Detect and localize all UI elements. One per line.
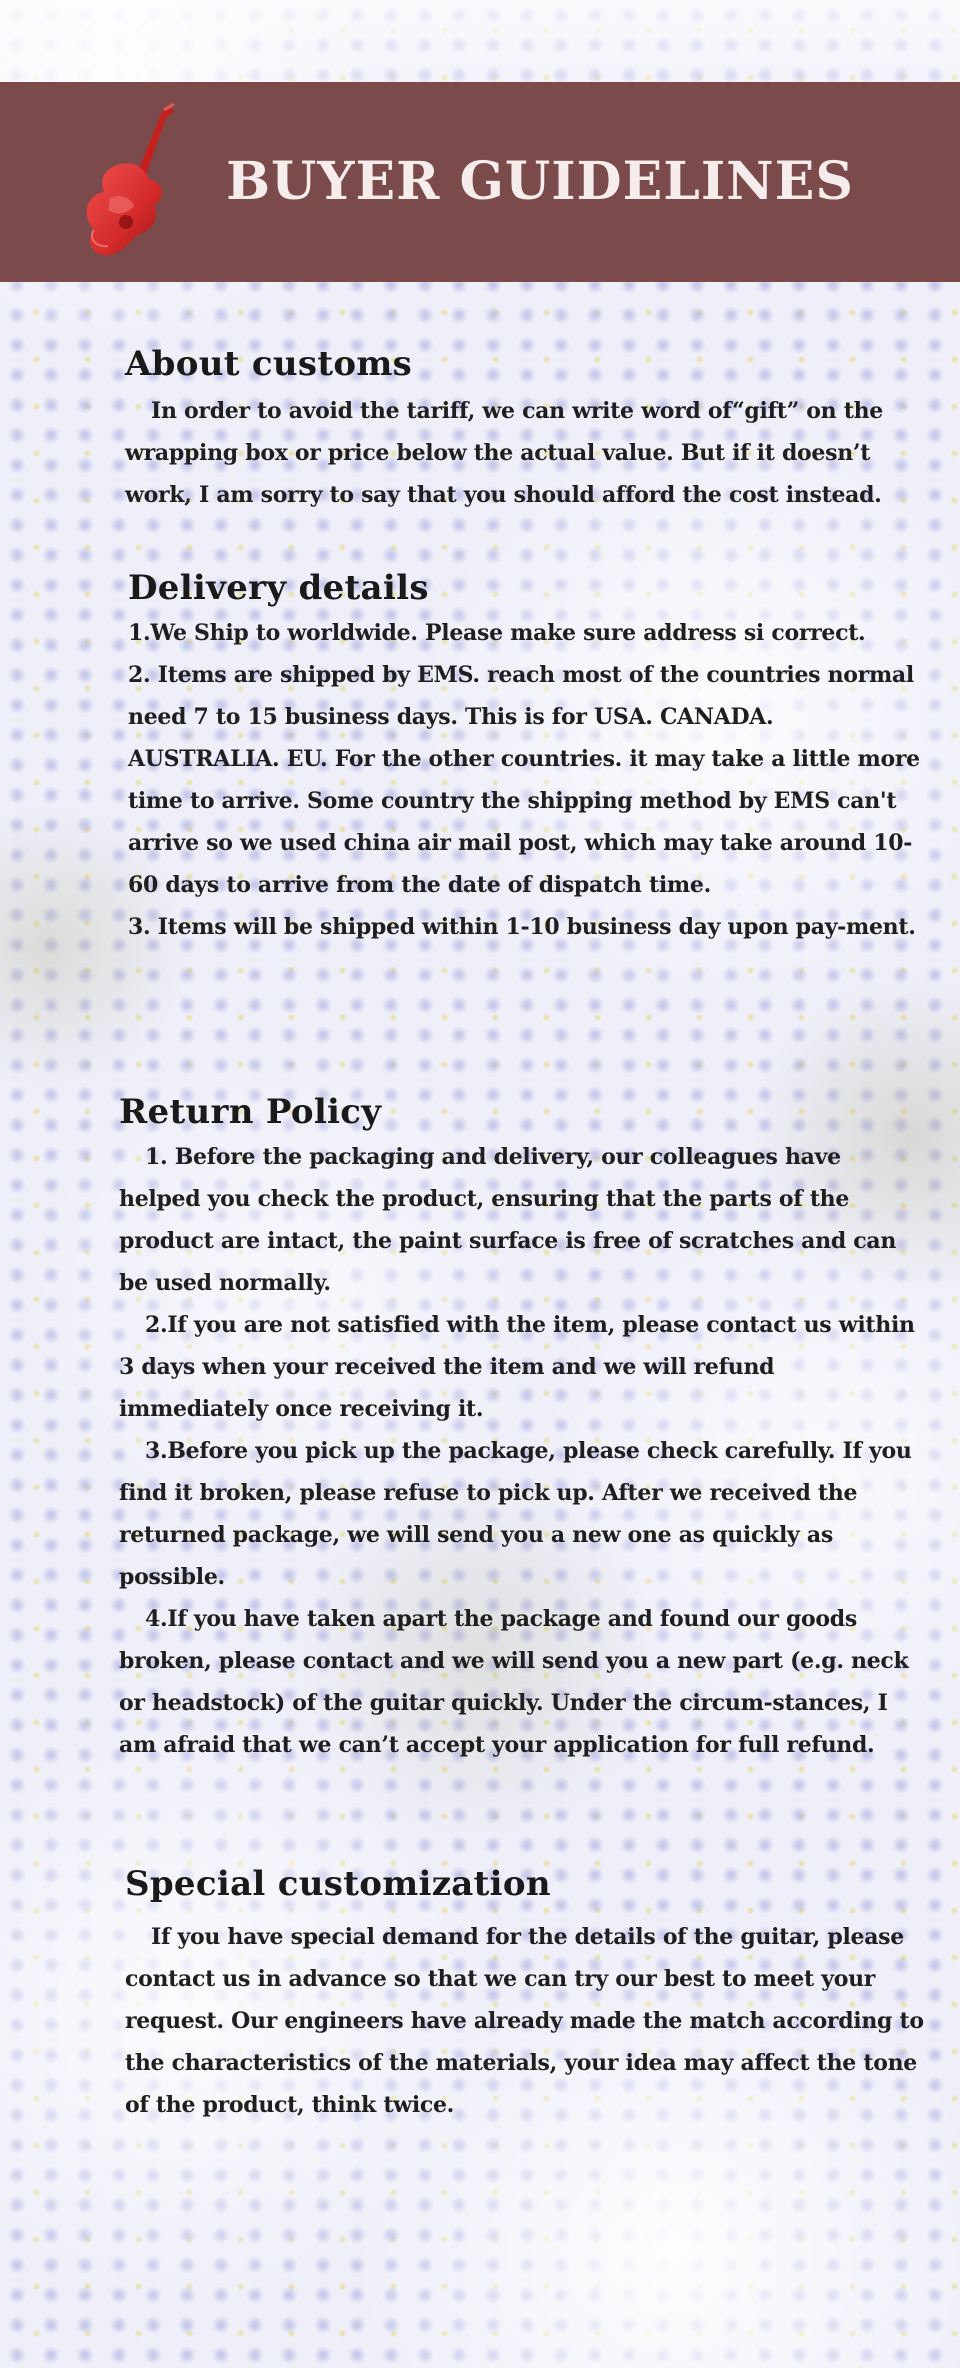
top-background-strip <box>0 0 960 82</box>
red-guitar-logo-icon <box>74 102 184 262</box>
section-special-customization <box>125 1864 925 2126</box>
section-heading: About customs <box>125 344 413 384</box>
section-heading: Special customization <box>125 1864 551 1904</box>
section-heading: Return Policy <box>119 1092 382 1132</box>
guidelines-banner <box>0 82 960 282</box>
section-paragraph: 2. Items are shipped by EMS. reach most of the countries normal need 7 to 15 business days. This is for USA. CANADA. AUSTRALIA. EU. For the other countries. it may take a little more time to arrive. Some country the shipping method by EMS can't arrive so we used china air mail post, which may take around 10-60 days to arrive from the date of dispatch time. <box>128 662 920 898</box>
section-about-customs <box>125 344 925 516</box>
section-paragraph: 4.If you have taken apart the package and found our goods broken, please contact and we will send you a new part (e.g. neck or headstock) of the guitar quickly. Under the circum-stances, I am afraid that we can’t accept your application for full refund. <box>119 1606 909 1758</box>
page-title: BUYER GUIDELINES <box>226 151 854 212</box>
section-heading: Delivery details <box>128 568 429 608</box>
section-delivery-details <box>128 568 928 948</box>
section-paragraph: 2.If you are not satisfied with the item, please contact us within 3 days when your received the item and we will refund immediately once receiving it. <box>119 1312 915 1422</box>
section-paragraph: 1. Before the packaging and delivery, our colleagues have helped you check the product, ensuring that the parts of the product are intact, the paint surface is free of scratches and can be used normally. <box>119 1144 897 1296</box>
section-paragraph: 3.Before you pick up the package, please check carefully. If you find it broken, please refuse to pick up. After we received the returned package, we will send you a new one as quickly as possible. <box>119 1438 912 1590</box>
section-paragraph: 1.We Ship to worldwide. Please make sure address si correct. <box>128 620 866 646</box>
section-paragraph: 3. Items will be shipped within 1-10 business day upon pay-ment. <box>128 914 916 940</box>
section-paragraph: In order to avoid the tariff, we can write word of“gift” on the wrapping box or price below the actual value. But if it doesn’t work, I am sorry to say that you should afford the cost instead. <box>125 398 883 508</box>
section-return-policy <box>119 1092 919 1766</box>
section-paragraph: If you have special demand for the details of the guitar, please contact us in advance so that we can try our best to meet your request. Our engineers have already made the match according to the characteristics of the materials, your idea may affect the tone of the product, think twice. <box>125 1924 924 2118</box>
